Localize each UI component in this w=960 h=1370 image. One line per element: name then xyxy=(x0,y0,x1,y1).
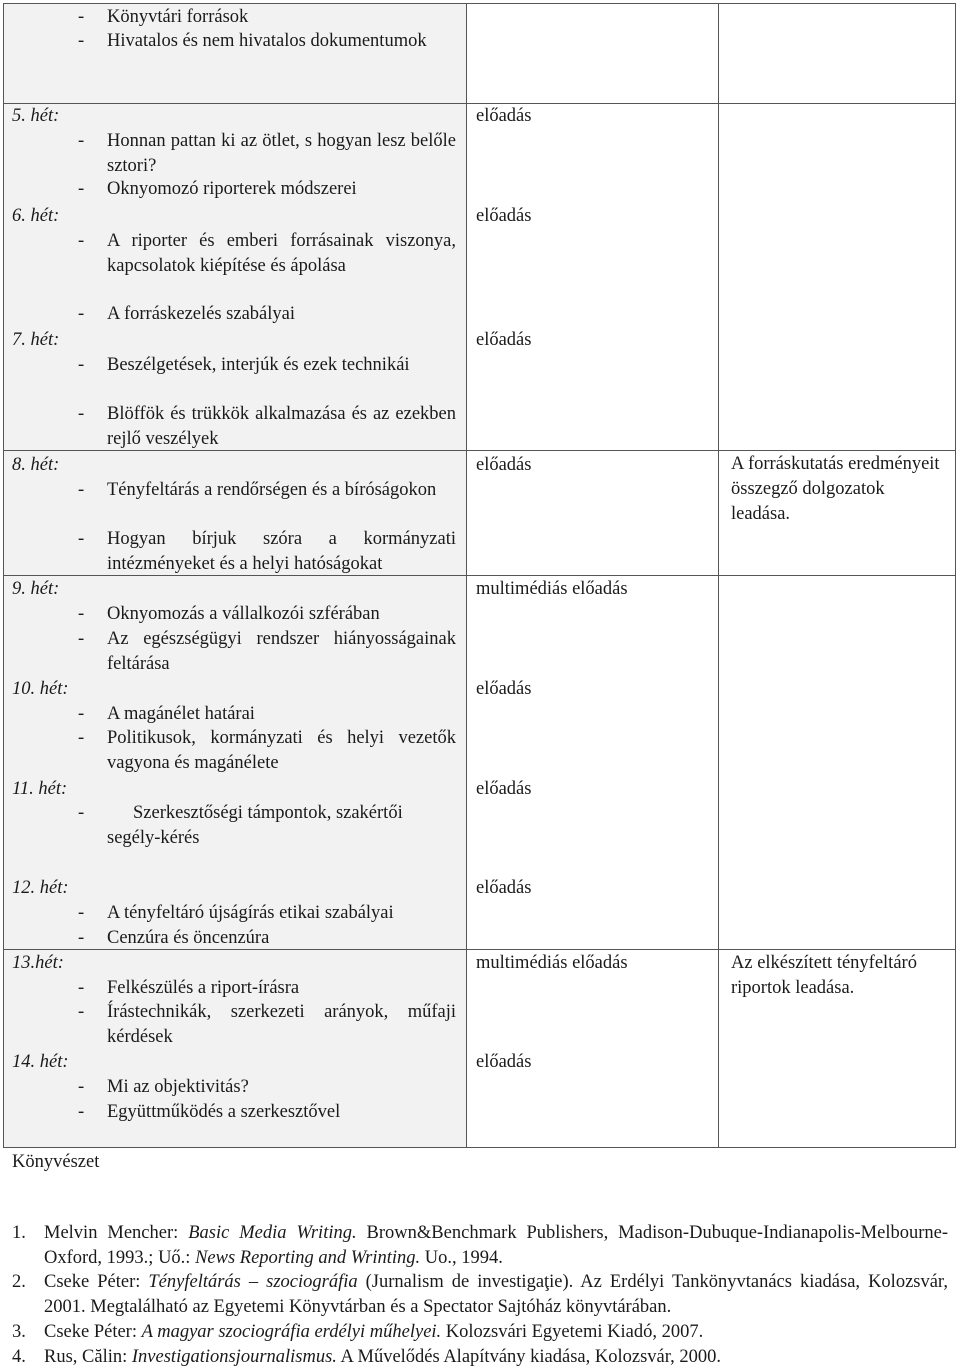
bullet-dash: - xyxy=(78,629,85,649)
bullet-dash: - xyxy=(78,728,85,748)
method-label: előadás xyxy=(476,779,532,799)
bullet-dash: - xyxy=(78,179,85,199)
bullet-dash: - xyxy=(78,803,85,823)
bullet-dash: - xyxy=(78,903,85,923)
reference-book-title: Tényfeltárás – szociográfia xyxy=(148,1272,358,1292)
method-label: multimédiás előadás xyxy=(476,953,628,973)
week-label: 12. hét: xyxy=(12,878,69,898)
bullet-dash: - xyxy=(78,31,85,51)
method-label: előadás xyxy=(476,330,532,350)
bullet-dash: - xyxy=(78,355,85,375)
reference-text xyxy=(44,1221,948,1270)
bullet-dash: - xyxy=(78,131,85,151)
reference-publisher: Brown&Benchmark Publishers, Madison-Dubuque-Indianapolis-Melbourne-Oxford, 1993.; Uő.: xyxy=(44,1223,949,1268)
topic-item: Együttműködés a szerkesztővel xyxy=(107,1102,341,1122)
reference-number: 4. xyxy=(12,1347,26,1367)
method-label: előadás xyxy=(476,455,532,475)
bullet-dash: - xyxy=(78,1102,85,1122)
reference-number: 2. xyxy=(12,1272,26,1292)
method-label: multimédiás előadás xyxy=(476,579,628,599)
week-label: 9. hét: xyxy=(12,579,60,599)
method-label: előadás xyxy=(476,1052,532,1072)
reference-text xyxy=(44,1320,948,1345)
reference-text xyxy=(44,1270,948,1319)
reference-author: Melvin Mencher: xyxy=(44,1223,189,1243)
reference-book-title: News Reporting and Wrinting. xyxy=(195,1247,421,1268)
bullet-dash: - xyxy=(78,604,85,624)
method-label: előadás xyxy=(476,106,532,126)
topic-item: Cenzúra és öncenzúra xyxy=(107,928,270,948)
method-cell xyxy=(467,4,719,104)
reference-publisher: Uo., 1994. xyxy=(420,1247,503,1268)
bullet-dash: - xyxy=(78,928,85,948)
bullet-dash: - xyxy=(78,1077,85,1097)
reference-book-title: Basic Media Writing. xyxy=(188,1223,357,1243)
deadline-note: Az elkészített tényfeltáró riportok leadása. xyxy=(731,953,917,998)
topic-item: Blöffök és trükkök alkalmazása és az ezekben rejlő veszélyek xyxy=(107,404,456,449)
topic-item: Hivatalos és nem hivatalos dokumentumok xyxy=(107,31,427,51)
topic-item: A magánélet határai xyxy=(107,704,255,724)
reference-author: Cseke Péter: xyxy=(44,1272,149,1292)
bullet-dash: - xyxy=(78,480,85,500)
topic-item: Az egészségügyi rendszer hiányosságainak feltárása xyxy=(107,629,456,674)
topic-item: Honnan pattan ki az ötlet, s hogyan lesz belőle sztori? xyxy=(107,131,456,176)
topic-item: Beszélgetések, interjúk és ezek technikái xyxy=(107,355,410,375)
bullet-dash: - xyxy=(78,704,85,724)
method-label: előadás xyxy=(476,206,532,226)
bullet-dash: - xyxy=(78,1002,85,1022)
topic-item: Könyvtári források xyxy=(107,7,249,27)
topic-item: A riporter és emberi forrásainak viszonya, kapcsolatok kiépítése és ápolása xyxy=(107,231,456,276)
topic-item: Oknyomozó riporterek módszerei xyxy=(107,179,357,199)
note-cell xyxy=(719,576,956,950)
bullet-dash: - xyxy=(78,304,85,324)
topic-item: Mi az objektivitás? xyxy=(107,1077,249,1097)
reference-number: 1. xyxy=(12,1223,26,1243)
topic-item: A tényfeltáró újságírás etikai szabályai xyxy=(107,903,394,923)
week-label: 10. hét: xyxy=(12,679,69,699)
note-cell xyxy=(719,104,956,451)
topic-item: Írástechnikák, szerkezeti arányok, műfaji kérdések xyxy=(107,1002,456,1047)
reference-book-title: A magyar szociográfia erdélyi műhelyei. xyxy=(141,1322,442,1342)
week-label: 8. hét: xyxy=(12,455,60,475)
method-cell xyxy=(467,104,719,451)
week-label: 14. hét: xyxy=(12,1052,69,1072)
deadline-note: A forráskutatás eredményeit összegző dolgozatok leadása. xyxy=(731,454,940,524)
reference-author: Cseke Péter: xyxy=(44,1322,142,1342)
reference-text xyxy=(44,1345,948,1370)
bullet-dash: - xyxy=(78,7,85,27)
reference-book-title: Investigationsjournalismus. xyxy=(131,1347,337,1367)
reference-publisher: Kolozsvári Egyetemi Kiadó, 2007. xyxy=(441,1322,704,1342)
topic-item: Tényfeltárás a rendőrségen és a bíróságokon xyxy=(107,480,437,500)
reference-publisher: A Művelődés Alapítvány kiadása, Kolozsvár, 2000. xyxy=(336,1347,722,1367)
method-label: előadás xyxy=(476,878,532,898)
bibliography-title: Könyvészet xyxy=(12,1152,100,1172)
topic-item: Hogyan bírjuk szóra a kormányzati intézményeket és a helyi hatóságokat xyxy=(107,529,456,574)
topic-item: Felkészülés a riport-írásra xyxy=(107,978,300,998)
bullet-dash: - xyxy=(78,978,85,998)
note-cell xyxy=(719,4,956,104)
bullet-dash: - xyxy=(78,231,85,251)
week-label: 11. hét: xyxy=(12,779,68,799)
bullet-dash: - xyxy=(78,404,85,424)
week-label: 6. hét: xyxy=(12,206,60,226)
reference-author: Rus, Călin: xyxy=(44,1347,132,1367)
reference-publisher: (Jurnalism de investigaţie). Az Erdélyi Tankönyvtanács kiadása, Kolozsvár, 2001. Megtalálható az Egyetemi Könyvtárban és a Spectator Sajtóház könyvtárában. xyxy=(44,1272,948,1317)
topic-item: Szerkesztőségi támpontok, szakértői segély-kérés xyxy=(107,803,403,848)
week-label: 5. hét: xyxy=(12,106,60,126)
reference-number: 3. xyxy=(12,1322,26,1342)
topic-item: Oknyomozás a vállalkozói szférában xyxy=(107,604,380,624)
week-label: 7. hét: xyxy=(12,330,60,350)
week-label: 13.hét: xyxy=(12,953,64,973)
topic-item: A forráskezelés szabályai xyxy=(107,304,295,324)
method-label: előadás xyxy=(476,679,532,699)
topic-item: Politikusok, kormányzati és helyi vezetők vagyona és magánélete xyxy=(107,728,456,773)
bullet-dash: - xyxy=(78,529,85,549)
method-cell xyxy=(467,950,719,1148)
